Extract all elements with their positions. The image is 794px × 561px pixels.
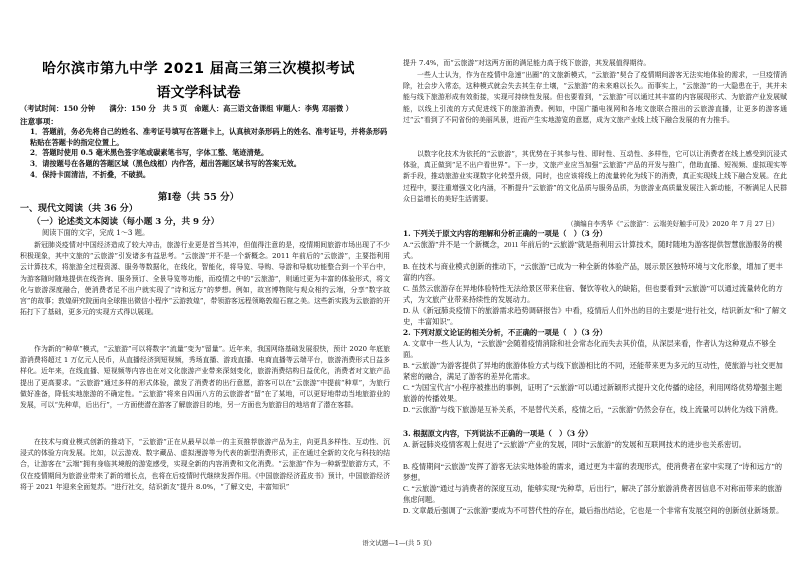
exam-subtitle: 语文学科试卷 [156, 85, 241, 101]
answer-option: C. “云旅游”通过与消费者的深度互动，能够实现“先种草，后出行”，解决了部分旅游消费者因信息不对称而带来的旅游焦虑问题。 [403, 484, 783, 504]
answer-option: B. 疫情期间“云旅游”发挥了游客无法实地体验的需求，通过更为丰富的表现形式，使消费者在家中实现了“诗和远方”的梦想。 [403, 462, 783, 482]
note-item: 2．答题时使用 0.5 毫米黑色签字笔或碳素笔书写，字体工整、笔迹清楚。 [30, 148, 269, 157]
question-stem: 3. 根据原文内容，下列说法不正确的一项是（ ）（3 分） [403, 429, 593, 438]
passage-paragraph: 新冠肺炎疫情对中国经济造成了较大冲击，旅游行业更是首当其冲，但值得注意的是，疫情期间旅游市场出现了不少积极现象，其中文旅的“云旅游”引发诸多有益思考。“云旅游”并不是一个新概念。2011 年前后的“云旅游”，主要指利用云计算技术，将旅游全过程资源、服务等数据化，在线化，智能化，将导览、导购、导游和导航功能整合到一个平台中，为游客随时随地提供在线咨询、服务预订、全景导览等功能，而疫情之中的“云旅游”，则通过更为丰富的体验形式，将文化与旅游深度融合，使消费者足不出户就实现了“诗和远方”的梦想。例如，故宫博物院与观众相约云端，分享“数字故宫”的故事；敦煌研究院面向全球推出微信小程序“云游敦煌”，带领游客远程领略敦煌石窟之美。这些新实践为云旅游的开拓打下了基础，更多元的实现方式得以展现。 [20, 241, 390, 317]
answer-option: A. 文章中一些人认为，“云旅游”会随着疫情消除和社会常态化而失去其价值，从深层来看，作者认为这种观点不够全面。 [403, 339, 776, 359]
question-stem: 1. 下列关于原文内容的理解和分析正确的一项是（ ）（3 分） [403, 229, 607, 238]
answer-option: D. 文章最后强调了“云旅游”要成为不可替代性的存在，最后指出结论，它也是一个非常有发展空间的创新创业新场景。 [403, 506, 784, 515]
passage-paragraph: 作为新的“种草”模式，“云旅游”可以将数字“流量”变为“留量”。近年来，我国网络基础发展很快，预计 2020 年底旅游消费将超过 1 万亿元人民币，从直播经济到短视频，秀场直播、游戏直播、电商直播等云端平台，旅游消费形式日益多样化。近年来，在线直播、短视频等内容也在对文化旅游产业带来深刻变化，旅游消费结构日益优化，消费者对文旅产品提出了更高要求。“云旅游”通过多样的形式体验，激发了消费者的出行意愿，游客可以在“云旅游”中提前“种草”，为旅行做好准备，降低实地旅游的不确定性。“云旅游”将来自四面八方的云旅游者“留”在了某地，可以更好地带动当地旅游业的发展，可以“先种草，后出行”，一方面使潜在游客了解旅游目的地，另一方面也为旅游目的地培育了潜在客群。 [20, 345, 390, 410]
answer-option: C. “为国宝代言”小程序被推出的事例，证明了“云旅游”可以通过新颖形式提升文化传播的途径，利用网络优势增强主题旅游的传播效果。 [403, 383, 783, 403]
note-item: 3．请按题号在各题的答题区域（黑色线框）内作答，超出答题区域书写的答案无效。 [30, 159, 301, 168]
read-instruction: 阅读下面的文字，完成 1～3 题。 [42, 228, 150, 237]
right-column [397, 0, 794, 561]
exam-title: 哈尔滨市第九中学 2021 届高三第三次模拟考试 [42, 61, 355, 77]
passage-source: （摘编自李秀华《“云旅游”：云端美好触手可及》2020 年 7 月 27 日） [567, 220, 779, 228]
answer-option: D. “云旅游”与线下旅游是互补关系，不是替代关系，疫情之后，“云旅游”仍然会存在，线上流量可以转化为线下消费。 [403, 405, 783, 414]
answer-option: A.“云旅游”并不是一个新概念，2011 年前后的“云旅游”就是指利用云计算技术，随时随地为游客提供智慧旅游服务的模式。 [403, 240, 783, 260]
notes-heading: 注意事项： [20, 117, 58, 126]
subsection-heading: （一）论述类文本阅读（每小题 3 分，共 9 分） [32, 217, 220, 227]
answer-option: D. 从《新冠肺炎疫情下的旅游需求趋势调研报告》中看，疫情后人们外出的目的主要是“进行社交，结识新友”和“了解文史，丰富知识”。 [403, 306, 787, 326]
part-title: 第Ⅰ卷（共 55 分） [157, 192, 240, 203]
passage-paragraph: 提升 7.4%，而“云旅游”对这两方面的满足能力高于线下旅游，其发展值得期待。 [403, 59, 651, 67]
passage-paragraph: 一些人士认为，作为在疫情中急速“出圈”的文旅新模式，“云旅游”契合了疫情期间游客无法实地体验的需求，一旦疫情消除，社会步入常态，这种模式就会失去其生存土壤，“云旅游”的未来难以长久。而事实上，“云旅游”的一大隐患在于，其并未能与线下旅游形成有效衔接，实现可持续性发展。但也要看到，“云旅游”可以通过其丰富的内容展现形式、为旅游产业发展赋能，以线上引流的方式促进线下的旅游消费。例如，中国广播电视网和各地文旅联合推出的云旅游直播，让更多的游客通过“云”看到了不同省份的美丽风景，进而产生实地游览的意愿，成为文旅产业线上线下融合发展的有力推手。 [403, 71, 787, 124]
page-footer: 语文试题—1—(共 5 页) [362, 539, 432, 547]
question-stem: 2. 下列对原文论证的相关分析，不正确的一项是（ ）（3 分） [403, 328, 607, 337]
answer-option: A. 新冠肺炎疫情客观上促进了“云旅游”产业的发展，同时“云旅游”的发展和互联网技术的进步也关系密切。 [403, 440, 746, 449]
passage-paragraph: 以数字化技术为依托的“云旅游”，其优势在于其参与性、即时性、互动性、多样性，它可以让消费者在线上感受到沉浸式体验，真正做到“足不出户看世界”。下一步，文旅产业应当加强“云旅游”产品的开发与推广，借助直播、短视频、虚拟现实等新手段，推动旅游业实现数字化转型升级，同时，也应该将线上的流量转化为线下的消费，真正实现线上线下融合发展。在此过程中，要注重增强文化内涵，不断提升“云旅游”的文化品质与服务品质，为旅游业高质量发展注入新动能，不断满足人民群众日益增长的美好生活需要。 [403, 150, 787, 203]
note-item: 4．保持卡面清洁，不折叠，不破损。 [30, 170, 151, 179]
answer-option: B. “云旅游”为游客提供了异地的旅游体验方式与线下旅游相比的不同，还能带来更为多元的互动性，使旅游与社交更加紧密的融合，满足了游客的差异化需求。 [403, 361, 783, 381]
answer-option: B. 在技术与商业模式创新的推动下，“云旅游”已成为一种全新的体验产品，展示景区独特环境与文化形象，增加了更丰富的内容。 [403, 262, 783, 282]
note-item: 1．答题前，务必先将自己的姓名、准考证号填写在答题卡上，认真核对条形码上的姓名、准考证号，并将条形码粘贴在答题卡的指定位置上。 [30, 127, 388, 147]
section-heading: 一、现代文阅读（共 36 分） [20, 204, 138, 214]
answer-option: C. 虽然云旅游存在异地体验特性无法给景区带来住宿、餐饮等收入的缺陷，但也要看到“云旅游”可以通过流量转化的方式，为文旅产业带来持续性的发展动力。 [403, 284, 783, 304]
passage-paragraph: 在技术与商业模式创新的推动下，“云旅游”正在从最早以单一的主页推荐旅游产品为主，向更具多样性、互动性、沉浸式的体验方向发展。比如，以云游戏、数字藏品、虚拟漫游等为代表的新型消费形式，正在通过全新的文化与科技的结合，让游客在“云端”拥有身临其境般的游览感受，实现全新的内容消费和文化消费。“云旅游”作为一种新型旅游方式，不仅在疫情期间为旅游业带来了新的增长点，也将在后疫情时代继续发挥作用。《中国旅游经济蓝皮书》预计，中国旅游经济将于 2021 年迎来全面复苏。“进行社交，结识新友”提升 8.0%，“了解文史，丰富知识” [20, 438, 390, 491]
exam-info: （考试时间：150 分钟 满分：150 分 共 5 页 命题人：高三语文备课组 审题人：李隽 邓丽微 ） [20, 104, 353, 113]
